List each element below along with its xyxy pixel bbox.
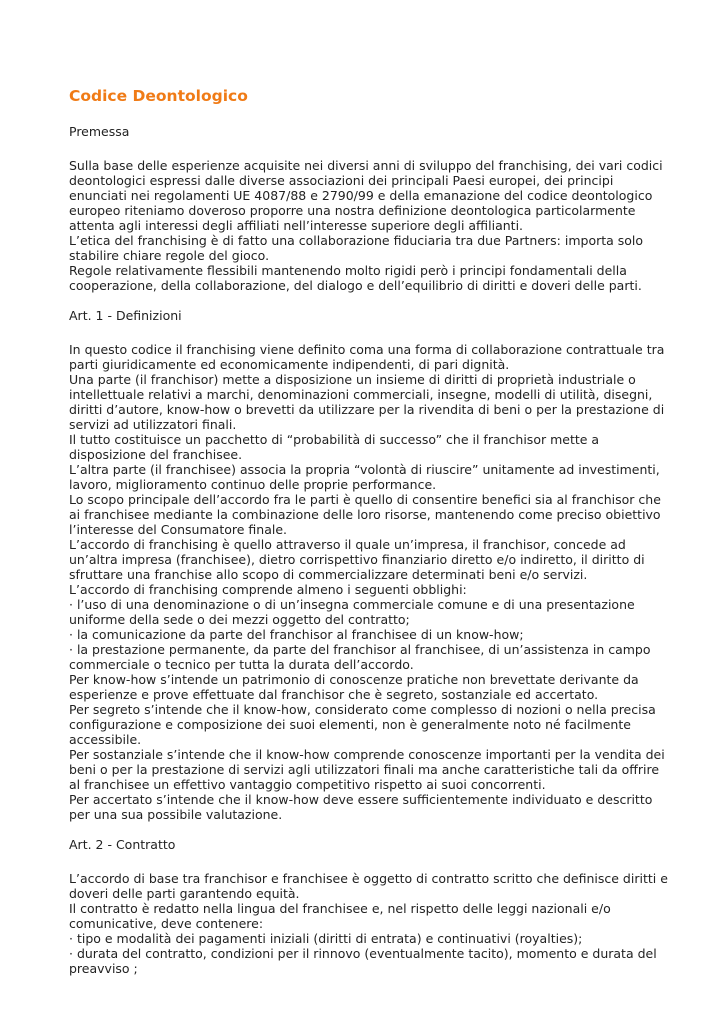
text-line: doveri delle parti garantendo equità. [69,886,300,901]
text-line: ai franchisee mediante la combinazione delle loro risorse, mantenendo come preciso obiettivo [69,507,661,522]
text-line: Per know-how s’intende un patrimonio di conoscenze pratiche non brevettate derivante da [69,672,639,687]
text-line: disposizione del franchisee. [69,447,243,462]
section-heading: Premessa [69,124,130,139]
text-line: europeo riteniamo doveroso proporre una nostra definizione deontologica particolarmente [69,203,636,218]
section-paragraph [69,871,669,976]
text-line: intellettuale relativi a marchi, denominazioni commerciali, insegne, modelli di utilità, disegni, [69,387,653,402]
text-line: configurazione e composizione dei suoi elementi, non è generalmente noto né facilmente [69,717,631,732]
text-line: Sulla base delle esperienze acquisite nei diversi anni di sviluppo del franchising, dei vari codici [69,158,663,173]
text-line: esperienze e prove effettuate dal franchisor che è segreto, sostanziale ed accertato. [69,687,599,702]
text-line: L’altra parte (il franchisee) associa la propria “volontà di riuscire” unitamente ad investimenti, [69,462,660,477]
text-line: Il tutto costituisce un pacchetto di “probabilità di successo” che il franchisor mette a [69,432,600,447]
document-body [69,124,669,976]
text-line: Per sostanziale s’intende che il know-how comprende conoscenze importanti per la vendita dei [69,747,665,762]
text-line: servizi ad utilizzatori finali. [69,417,237,432]
text-line: Regole relativamente flessibili mantenendo molto rigidi però i principi fondamentali della [69,263,627,278]
text-line: attenta agli interessi degli affiliati nell’interesse superiore degli affilianti. [69,218,524,233]
section-paragraph [69,158,669,293]
text-line: cooperazione, della collaborazione, del dialogo e dell’equilibrio di diritti e doveri delle parti. [69,278,642,293]
document-title: Codice Deontologico [69,87,248,105]
text-line: Lo scopo principale dell’accordo fra le parti è quello di consentire benefici sia al franchisor che [69,492,661,507]
text-line: per una sua possibile valutazione. [69,807,283,822]
text-line: deontologici espressi dalle diverse associazioni dei principali Paesi europei, dei principi [69,173,614,188]
text-line: stabilire chiare regole del gioco. [69,248,270,263]
section-paragraph [69,342,669,822]
text-line: L’accordo di base tra franchisor e franchisee è oggetto di contratto scritto che definisce diritti e [69,871,668,886]
section-heading: Art. 1 - Definizioni [69,308,182,323]
text-line: preavviso ; [69,961,138,976]
text-line: comunicative, deve contenere: [69,916,264,931]
text-line: sfruttare una franchise allo scopo di commercializzare determinati beni e/o servizi. [69,567,588,582]
text-line: Una parte (il franchisor) mette a disposizione un insieme di diritti di proprietà industriale o [69,372,636,387]
text-line: accessibile. [69,732,142,747]
document-page [69,86,669,991]
text-line: · tipo e modalità dei pagamenti iniziali (diritti di entrata) e continuativi (royalties); [69,931,583,946]
text-line: l’interesse del Consumatore finale. [69,522,287,537]
text-line: beni o per la prestazione di servizi agli utilizzatori finali ma anche caratteristiche tali da offrire [69,762,660,777]
text-line: Per segreto s’intende che il know-how, considerato come complesso di nozioni o nella precisa [69,702,656,717]
text-line: Il contratto è redatto nella lingua del franchisee e, nel rispetto delle leggi nazionali e/o [69,901,611,916]
text-line: · la prestazione permanente, da parte del franchisor al franchisee, di un’assistenza in campo [69,642,651,657]
text-line: commerciale o tecnico per tutta la durata dell’accordo. [69,657,414,672]
text-line: uniforme della sede o dei mezzi oggetto del contratto; [69,612,410,627]
text-line: diritti d’autore, know-how o brevetti da utilizzare per la rivendita di beni o per la prestazione di [69,402,665,417]
text-line: In questo codice il franchising viene definito coma una forma di collaborazione contrattuale tra [69,342,665,357]
text-line: · la comunicazione da parte del franchisor al franchisee di un know-how; [69,627,524,642]
text-line: un’altra impresa (franchisee), dietro corrispettivo finanziario diretto e/o indiretto, il diritto di [69,552,645,567]
section-heading: Art. 2 - Contratto [69,837,176,852]
text-line: · l’uso di una denominazione o di un’insegna commerciale comune e di una presentazione [69,597,635,612]
text-line: al franchisee un effettivo vantaggio competitivo rispetto ai suoi concorrenti. [69,777,546,792]
text-line: L’etica del franchising è di fatto una collaborazione fiduciaria tra due Partners: importa solo [69,233,644,248]
text-line: Per accertato s’intende che il know-how deve essere sufficientemente individuato e descritto [69,792,653,807]
text-line: enunciati nei regolamenti UE 4087/88 e 2790/99 e della emanazione del codice deontologico [69,188,653,203]
text-line: lavoro, miglioramento continuo delle proprie performance. [69,477,437,492]
text-line: parti giuridicamente ed economicamente indipendenti, di pari dignità. [69,357,510,372]
text-line: · durata del contratto, condizioni per il rinnovo (eventualmente tacito), momento e durata del [69,946,657,961]
text-line: L’accordo di franchising comprende almeno i seguenti obblighi: [69,582,467,597]
text-line: L’accordo di franchising è quello attraverso il quale un’impresa, il franchisor, concede ad [69,537,626,552]
